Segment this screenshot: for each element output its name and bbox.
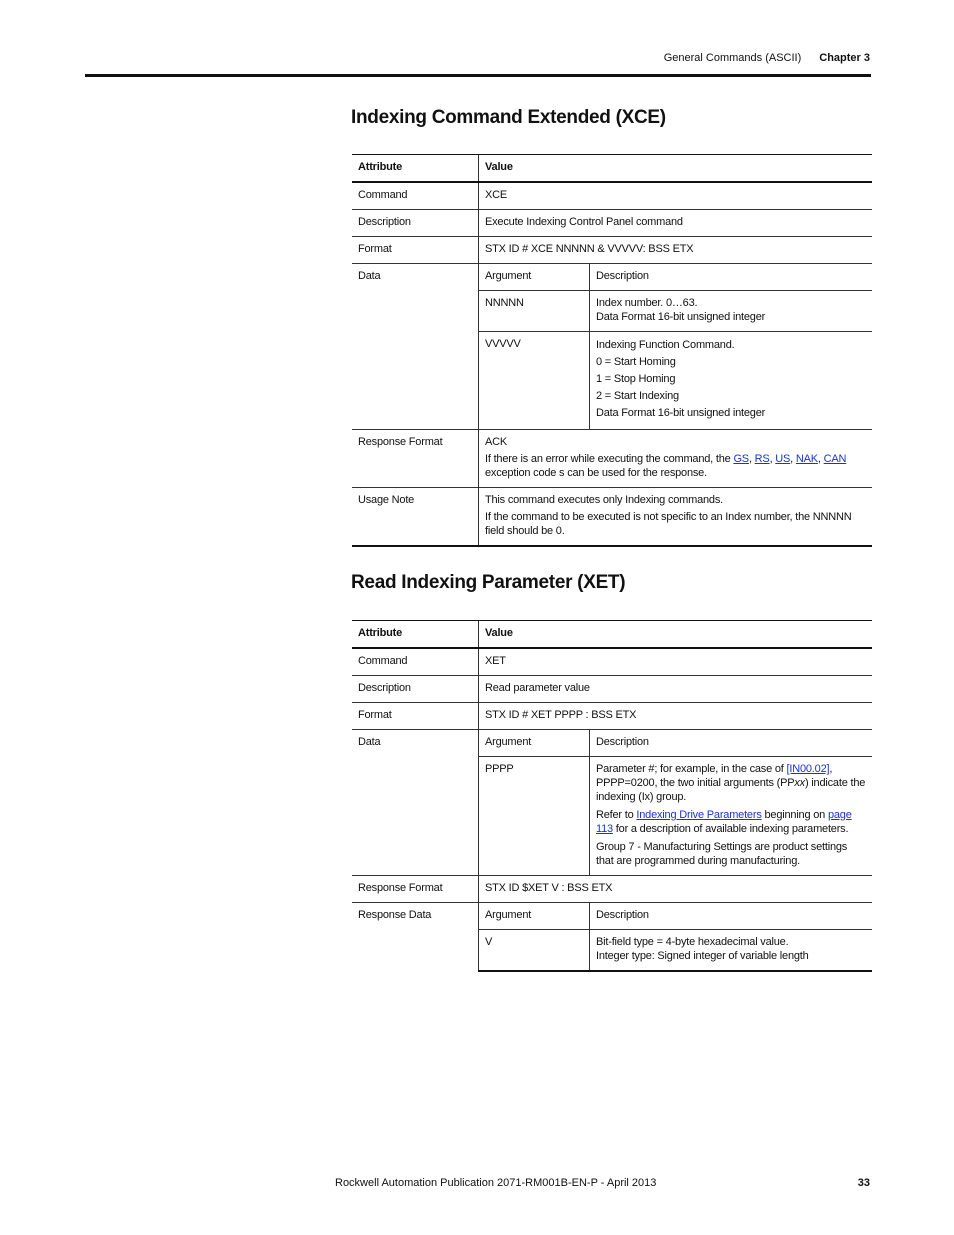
arg-line: 2 = Start Indexing [596,390,679,402]
table-header-row [352,621,872,649]
rd-arg-header: Argument [479,903,590,930]
text-span: , [769,453,776,465]
attr-data: Data [352,730,479,876]
link-gs[interactable]: GS [733,453,749,465]
col-attribute: Attribute [352,621,479,649]
value-command: XET [479,648,873,676]
col-value: Value [479,155,873,183]
attr-response-data: Response Data [352,903,479,972]
link-us[interactable]: US [775,453,791,465]
link-nak[interactable]: NAK [795,453,818,465]
arg-v: V [479,930,590,972]
text-span: Parameter #; for example, in the case of [596,763,787,775]
table-row [352,676,872,703]
link-indexing-drive-parameters[interactable]: Indexing Drive Parameters [636,809,762,821]
arg-pppp: PPPP [479,757,590,876]
header-section: General Commands (ASCII) [663,52,802,64]
value-format: STX ID # XCE NNNNN & VVVVV: BSS ETX [479,237,873,264]
data-arg-header: Argument [479,730,590,757]
link-can[interactable]: CAN [823,453,847,465]
arg-pppp-description [590,757,873,876]
value-usage-note [479,488,873,547]
value-description: Read parameter value [479,676,873,703]
rd-desc-header: Description [590,903,873,930]
xce-title: Indexing Command Extended (XCE) [351,107,666,128]
arg-line: Index number. 0…63. [596,297,698,309]
arg-line: Integer type: Signed integer of variable length [596,950,809,962]
text-span: , [817,453,824,465]
table-row [352,648,872,676]
arg-line: Bit-field type = 4-byte hexadecimal value. [596,936,789,948]
attr-description: Description [352,676,479,703]
attr-data: Data [352,264,479,430]
table-header-row [352,155,872,183]
text-span: xx [794,777,805,789]
data-arg-header: Argument [479,264,590,291]
arg-nnnnn-description [590,291,873,332]
text-span: beginning on [761,809,828,821]
arg-nnnnn: NNNNN [479,291,590,332]
table-row [352,703,872,730]
text-span: Refer to [596,809,637,821]
arg-line: Data Format 16-bit unsigned integer [596,407,766,419]
xce-table [352,154,872,547]
table-row [352,237,872,264]
text-span: , [790,453,796,465]
arg-line: 0 = Start Homing [596,356,676,368]
value-description: Execute Indexing Control Panel command [479,210,873,237]
col-value: Value [479,621,873,649]
arg-vvvvv-description [590,332,873,430]
response-ack: ACK [485,436,508,448]
col-attribute: Attribute [352,155,479,183]
text-span: , [748,453,755,465]
value-command: XCE [479,182,873,210]
arg-line: Indexing Function Command. [596,339,735,351]
attr-command: Command [352,648,479,676]
xet-table [352,620,872,972]
group-paragraph: Group 7 - Manufacturing Settings are product settings that are programmed during manufacturing. [596,841,848,867]
attr-format: Format [352,703,479,730]
header-rule [85,74,871,77]
table-row [352,210,872,237]
refer-paragraph [596,808,866,836]
attr-format: Format [352,237,479,264]
value-response-format: STX ID $XET V : BSS ETX [479,876,873,903]
usage-line: If the command to be executed is not specific to an Index number, the NNNNN field should be 0. [485,511,852,537]
table-row [352,730,872,757]
running-header [664,52,870,64]
link-page-113[interactable]: page 113 [596,809,852,835]
text-span: exception code s can be used for the response. [485,467,707,479]
xet-title: Read Indexing Parameter (XET) [351,572,626,593]
arg-v-description [590,930,873,972]
link-rs[interactable]: RS [754,453,770,465]
response-text [485,452,866,480]
page-number: 33 [857,1177,870,1189]
footer-publication: Rockwell Automation Publication 2071-RM001B-EN-P - April 2013 [335,1177,657,1189]
arg-vvvvv: VVVVV [479,332,590,430]
header-chapter: Chapter 3 [819,52,870,64]
attr-command: Command [352,182,479,210]
link-in00-02[interactable]: [IN00.02] [786,763,830,775]
data-desc-header: Description [590,264,873,291]
table-row [352,876,872,903]
attr-usage-note: Usage Note [352,488,479,547]
text-span: If there is an error while executing the command, the [485,453,734,465]
table-row [352,488,872,547]
text-span: for a description of available indexing parameters. [612,823,849,835]
table-row [352,903,872,930]
value-format: STX ID # XET PPPP : BSS ETX [479,703,873,730]
attr-description: Description [352,210,479,237]
usage-line: This command executes only Indexing commands. [485,494,724,506]
text-span: ) indicate the indexing (Ix) group. [596,777,866,803]
attr-response-format: Response Format [352,876,479,903]
table-row [352,264,872,291]
data-desc-header: Description [590,730,873,757]
arg-line: 1 = Stop Homing [596,373,676,385]
value-response-format [479,430,873,488]
arg-line: Data Format 16-bit unsigned integer [596,311,766,323]
attr-response-format: Response Format [352,430,479,488]
text-span: , PPPP=0200, the two initial arguments (PP [596,763,833,789]
table-row [352,430,872,488]
param-paragraph [596,762,866,804]
table-row [352,182,872,210]
